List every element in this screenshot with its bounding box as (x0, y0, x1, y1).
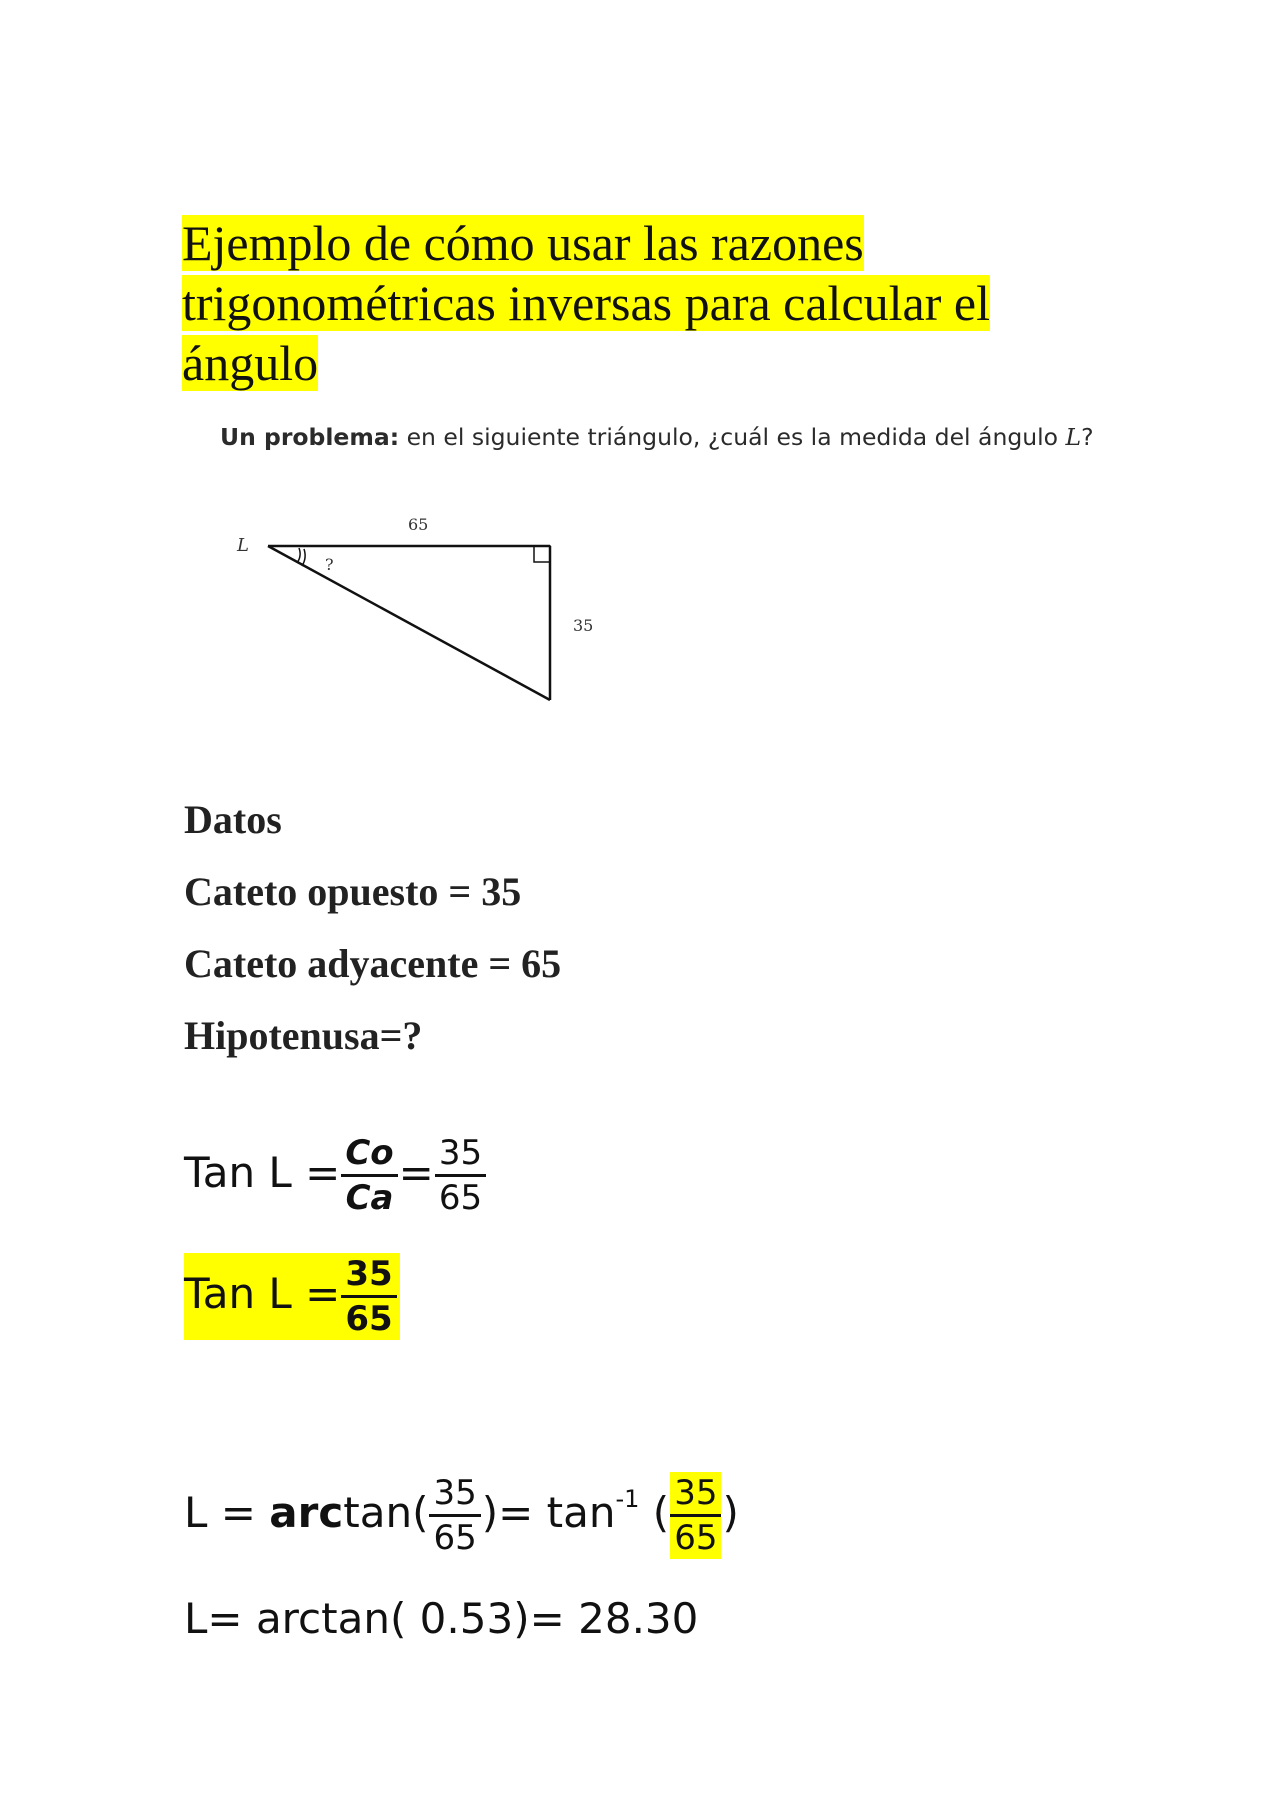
fraction-denominator: 65 (345, 1299, 393, 1339)
datos-hipotenusa: Hipotenusa=? (184, 1013, 423, 1058)
triangle-figure (0, 0, 1280, 760)
fraction-denominator: 65 (433, 1518, 477, 1558)
datos-cateto-adyacente: Cateto adyacente = 65 (184, 941, 562, 986)
fraction-numerator: 35 (429, 1472, 480, 1517)
fraction-35-65-highlighted (670, 1472, 721, 1559)
equation-arctan (184, 1472, 739, 1559)
datos-cateto-opuesto: Cateto opuesto = 35 (184, 869, 522, 914)
fraction-numerator: 35 (670, 1472, 721, 1517)
eq3-arc: arc (269, 1488, 344, 1537)
eq3-superscript: -1 (615, 1485, 640, 1513)
equation-result: L= arctan( 0.53)= 28.30 (184, 1594, 699, 1643)
fraction-co-ca (341, 1132, 397, 1219)
eq3-mid: )= tan (481, 1488, 616, 1537)
top-side-label: 65 (408, 515, 429, 534)
problem-label: Un problema: (220, 423, 400, 451)
eq3-fn: tan( (343, 1488, 429, 1537)
angle-unknown-label: ? (325, 555, 334, 574)
side-hypotenuse (268, 546, 550, 700)
problem-text: en el siguiente triángulo, ¿cuál es la medida del ángulo (399, 423, 1066, 451)
problem-variable: L (1065, 423, 1082, 451)
equation-tan-ratio (184, 1132, 487, 1219)
fraction-denominator: 65 (438, 1178, 483, 1218)
datos-heading: Datos (184, 797, 282, 842)
eq3-lhs: L = (184, 1488, 270, 1537)
eq2-lhs: Tan L = (184, 1269, 341, 1318)
fraction-numerator: 35 (341, 1253, 396, 1298)
eq3-open: ( (639, 1488, 670, 1537)
vertex-label: L (237, 535, 249, 556)
title-line-1: Ejemplo de cómo usar las razones (182, 215, 864, 271)
fraction-35-65 (429, 1472, 480, 1559)
eq1-lhs: Tan L = (184, 1148, 341, 1197)
fraction-35-65 (435, 1132, 486, 1219)
fraction-numerator: 35 (435, 1132, 486, 1177)
title-line-2: trigonométricas inversas para calcular el (182, 275, 990, 331)
fraction-numerator: Co (341, 1132, 397, 1177)
problem-end: ? (1081, 423, 1094, 451)
fraction-denominator: Ca (345, 1178, 394, 1218)
fraction-denominator: 65 (674, 1518, 718, 1558)
eq1-equals: = (398, 1148, 434, 1197)
right-angle-mark (534, 546, 550, 562)
right-side-label: 35 (573, 616, 594, 635)
fraction-35-65 (341, 1253, 396, 1340)
title-line-3: ángulo (182, 335, 319, 391)
eq3-close: ) (722, 1488, 739, 1537)
equation-tan-highlighted (184, 1253, 400, 1340)
